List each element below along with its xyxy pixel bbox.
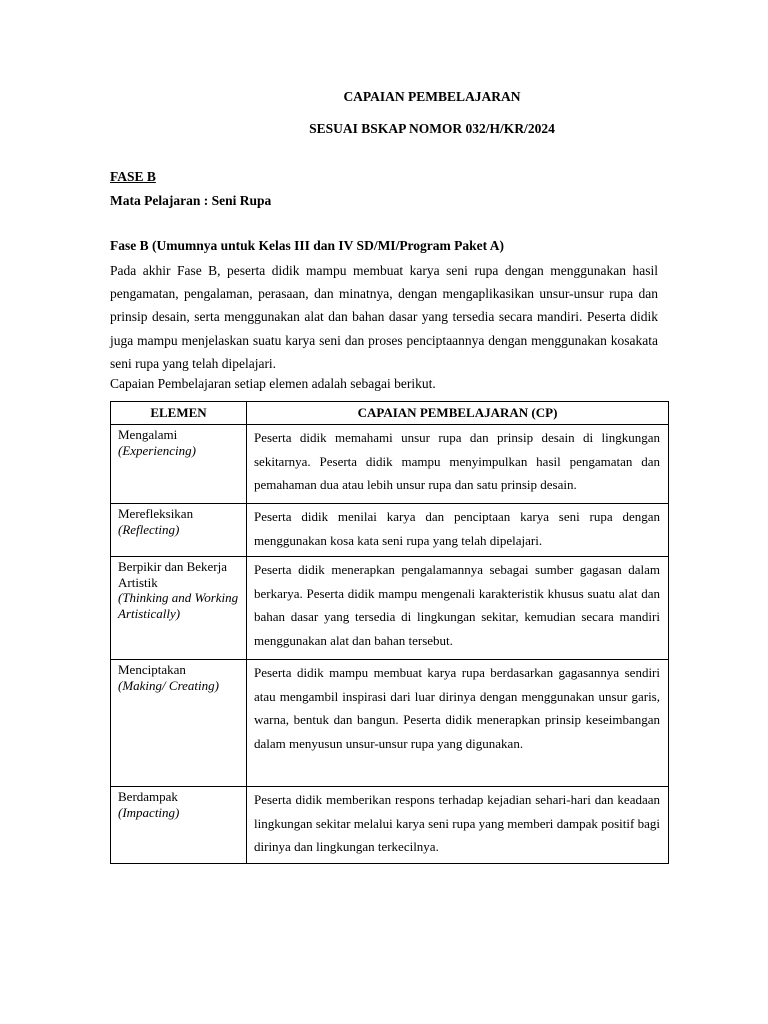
- elemen-cell: [111, 787, 247, 864]
- elemen-english: (Experiencing): [118, 442, 196, 458]
- elemen-english: (Thinking and Working Artistically): [118, 590, 239, 621]
- cp-cell: Peserta didik memahami unsur rupa dan prinsip desain di lingkungan sekitarnya. Peserta didik mampu menyimpulkan hasil pengamatan dan pemahaman dua atau lebih unsur rupa dan satu prinsip desain.: [247, 425, 669, 504]
- elemen-english: (Making/ Creating): [118, 677, 219, 693]
- document-subtitle: SESUAI BSKAP NOMOR 032/H/KR/2024: [309, 121, 555, 136]
- fase-label: FASE B: [110, 169, 156, 184]
- elemen-cell: [111, 425, 247, 504]
- elemen-name: Mengalami: [118, 427, 178, 442]
- table-row: [111, 425, 669, 504]
- elemen-cell: [111, 557, 247, 660]
- cp-cell: Peserta didik menerapkan pengalamannya sebagai sumber gagasan dalam berkarya. Peserta didik mampu mengenali karakteristik khusus suatu alat dan bahan dasar yang tersedia di lingkungan sekitar, kemudian secara mandiri menggunakan alat dan bahan tersebut.: [247, 557, 669, 660]
- elemen-name: Berpikir dan Bekerja Artistik: [118, 559, 228, 590]
- header-elemen: ELEMEN: [111, 402, 247, 425]
- table-row: [111, 504, 669, 557]
- elemen-name: Berdampak: [118, 789, 178, 804]
- elemen-cell: [111, 660, 247, 787]
- table-row: [111, 660, 669, 787]
- elemen-name: Merefleksikan: [118, 506, 194, 521]
- fase-description-paragraph: Pada akhir Fase B, peserta didik mampu membuat karya seni rupa dengan menggunakan hasil pengamatan, pengalaman, perasaan, dan minatnya, dengan mengaplikasikan unsur-unsur rupa dan prinsip desain, serta menggunakan alat dan bahan dasar yang tersedia secara mandiri. Peserta didik juga mampu menjelaskan suatu karya seni dan proses penciptaannya dengan menggunakan kosakata seni rupa yang telah dipelajari.: [110, 263, 658, 371]
- table-row: [111, 787, 669, 864]
- header-cp: CAPAIAN PEMBELAJARAN (CP): [247, 402, 669, 425]
- mata-pelajaran: Mata Pelajaran : Seni Rupa: [110, 193, 272, 208]
- table-header-row: [111, 402, 669, 425]
- table-row: [111, 557, 669, 660]
- table-intro: Capaian Pembelajaran setiap elemen adalah sebagai berikut.: [110, 376, 436, 391]
- section-heading: Fase B (Umumnya untuk Kelas III dan IV SD/MI/Program Paket A): [110, 238, 505, 253]
- cp-cell: Peserta didik memberikan respons terhadap kejadian sehari-hari dan keadaan lingkungan sekitar melalui karya seni rupa yang memberi dampak positif bagi dirinya dan lingkungan terkecilnya.: [247, 787, 669, 864]
- document-title: CAPAIAN PEMBELAJARAN: [343, 89, 521, 104]
- elemen-cell: [111, 504, 247, 557]
- cp-cell: Peserta didik menilai karya dan penciptaan karya seni rupa dengan menggunakan kosa kata seni rupa yang telah dipelajari.: [247, 504, 669, 557]
- elemen-name: Menciptakan: [118, 662, 186, 677]
- elemen-english: (Impacting): [118, 804, 180, 820]
- capaian-pembelajaran-table: [110, 401, 669, 864]
- elemen-english: (Reflecting): [118, 521, 180, 537]
- cp-cell: Peserta didik mampu membuat karya rupa berdasarkan gagasannya sendiri atau mengambil inspirasi dari luar dirinya dengan menggunakan unsur garis, warna, bentuk dan bangun. Peserta didik menerapkan prinsip keseimbangan dalam menyusun unsur-unsur rupa yang digunakan.: [247, 660, 669, 787]
